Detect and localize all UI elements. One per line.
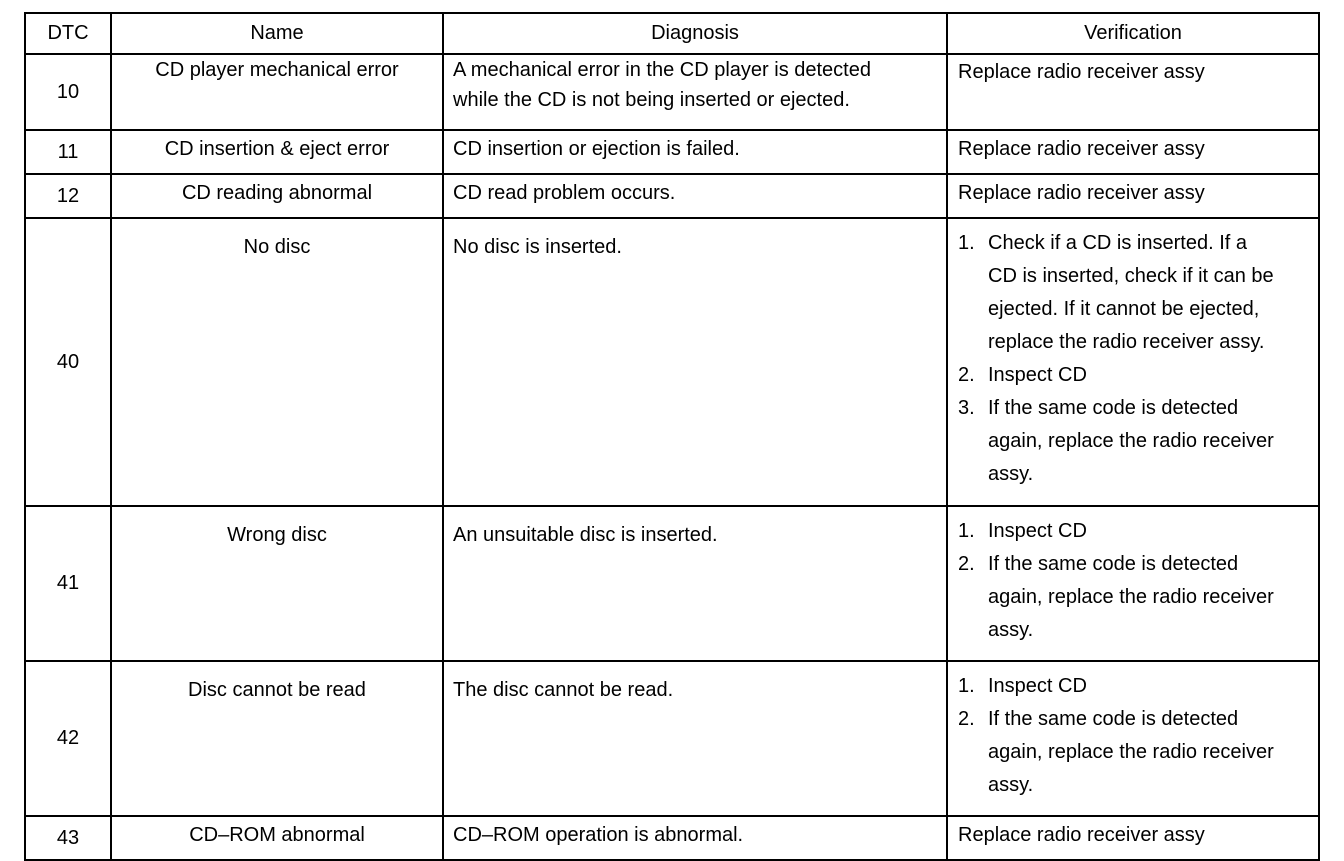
dtc-code: 41 xyxy=(25,506,111,661)
step-number: 1. xyxy=(958,675,975,697)
dtc-name: CD–ROM abnormal xyxy=(111,816,443,860)
verification-steps xyxy=(958,670,1312,802)
verification-step xyxy=(958,227,1312,359)
header-name: Name xyxy=(111,13,443,54)
header-verification: Verification xyxy=(947,13,1319,54)
dtc-table xyxy=(24,12,1320,861)
dtc-code: 43 xyxy=(25,816,111,860)
dtc-code: 12 xyxy=(25,174,111,218)
table-row xyxy=(25,661,1319,816)
dtc-name: No disc xyxy=(111,218,443,506)
header-row xyxy=(25,13,1319,54)
dtc-name: CD player mechanical error xyxy=(111,54,443,130)
dtc-code: 10 xyxy=(25,54,111,130)
dtc-diagnosis: No disc is inserted. xyxy=(443,218,947,506)
dtc-verification: Replace radio receiver assy xyxy=(947,816,1319,860)
dtc-diagnosis: The disc cannot be read. xyxy=(443,661,947,816)
step-number: 2. xyxy=(958,708,975,730)
dtc-code: 11 xyxy=(25,130,111,174)
step-text: If the same code is detected again, replace the radio receiver assy. xyxy=(988,553,1274,641)
step-number: 2. xyxy=(958,553,975,575)
table-row xyxy=(25,174,1319,218)
verification-steps xyxy=(958,227,1312,491)
dtc-name: CD insertion & eject error xyxy=(111,130,443,174)
step-text: Inspect CD xyxy=(988,675,1087,697)
header-diagnosis: Diagnosis xyxy=(443,13,947,54)
header-dtc: DTC xyxy=(25,13,111,54)
dtc-code: 42 xyxy=(25,661,111,816)
step-text: Inspect CD xyxy=(988,520,1087,542)
dtc-verification: Replace radio receiver assy xyxy=(947,54,1319,130)
dtc-verification: Replace radio receiver assy xyxy=(947,130,1319,174)
table-row xyxy=(25,130,1319,174)
dtc-name: CD reading abnormal xyxy=(111,174,443,218)
dtc-diagnosis xyxy=(443,54,947,130)
step-number: 3. xyxy=(958,397,975,419)
step-text: Inspect CD xyxy=(988,364,1087,386)
table-row xyxy=(25,218,1319,506)
table-row xyxy=(25,54,1319,130)
table-header xyxy=(25,13,1319,54)
dtc-diagnosis: An unsuitable disc is inserted. xyxy=(443,506,947,661)
diagnosis-line: while the CD is not being inserted or ejected. xyxy=(453,89,850,111)
verification-step xyxy=(958,515,1312,548)
dtc-diagnosis: CD insertion or ejection is failed. xyxy=(443,130,947,174)
dtc-diagnosis: CD read problem occurs. xyxy=(443,174,947,218)
step-number: 1. xyxy=(958,520,975,542)
table-row xyxy=(25,506,1319,661)
dtc-code: 40 xyxy=(25,218,111,506)
verification-steps xyxy=(958,515,1312,647)
dtc-name: Disc cannot be read xyxy=(111,661,443,816)
verification-step xyxy=(958,392,1312,491)
diagnosis-line: A mechanical error in the CD player is detected xyxy=(453,59,871,81)
dtc-verification: Replace radio receiver assy xyxy=(947,174,1319,218)
verification-step xyxy=(958,670,1312,703)
step-text: If the same code is detected again, replace the radio receiver assy. xyxy=(988,708,1274,796)
verification-step xyxy=(958,703,1312,802)
table-body xyxy=(25,54,1319,860)
table-row xyxy=(25,816,1319,860)
dtc-verification xyxy=(947,506,1319,661)
dtc-verification xyxy=(947,661,1319,816)
step-text: If the same code is detected again, replace the radio receiver assy. xyxy=(988,397,1274,485)
verification-step xyxy=(958,359,1312,392)
step-number: 2. xyxy=(958,364,975,386)
step-text: Check if a CD is inserted. If a CD is inserted, check if it can be ejected. If it cannot be ejected, replace the radio receiver assy. xyxy=(988,232,1274,353)
dtc-name: Wrong disc xyxy=(111,506,443,661)
dtc-diagnosis: CD–ROM operation is abnormal. xyxy=(443,816,947,860)
verification-step xyxy=(958,548,1312,647)
dtc-verification xyxy=(947,218,1319,506)
step-number: 1. xyxy=(958,232,975,254)
